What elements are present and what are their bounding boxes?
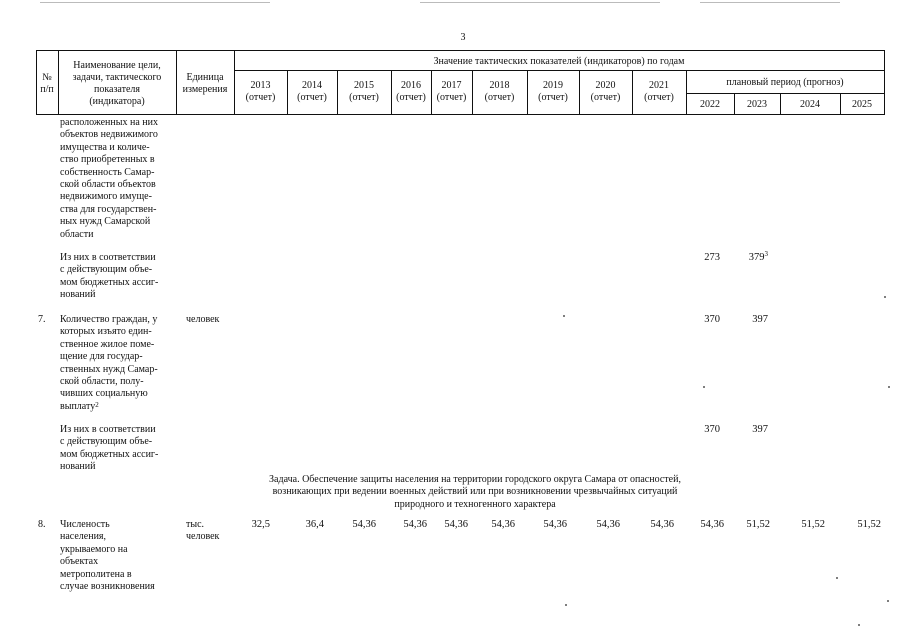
footnote-mark: 3 <box>764 250 768 258</box>
scan-artifact-line <box>700 2 840 3</box>
year-label: 2015 <box>354 80 374 91</box>
year-label: 2013 <box>250 80 271 91</box>
year-note: (отчет) <box>349 92 379 103</box>
value-2013: 32,5 <box>251 519 270 530</box>
header-group-title: Значение тактических показателей (индикаторов) по годам <box>433 56 685 67</box>
scan-speck <box>887 600 889 602</box>
page-number: 3 <box>460 32 466 43</box>
indicator-text <box>60 314 180 413</box>
scan-speck <box>703 386 705 388</box>
year-label: 2019 <box>543 80 563 91</box>
header-plan-year: 2024 <box>800 99 820 110</box>
sub-row-text: Из них в соответствии с действующим объе- мом бюджетных ассиг- нований <box>60 424 159 473</box>
header-col-name: Наименование цели, задачи, тактического показателя (индикатора) <box>72 60 162 107</box>
year-note: (отчет) <box>436 92 467 103</box>
header-col-unit: Единица измерения <box>182 72 228 95</box>
header-plan-divider <box>686 93 884 94</box>
value-2020: 54,36 <box>596 519 620 530</box>
header-bottom-border <box>36 114 884 115</box>
header-year <box>234 80 287 104</box>
year-label: 2017 <box>441 80 462 91</box>
year-label: 2018 <box>489 80 510 91</box>
header-year <box>632 80 686 104</box>
value-2025: 51,52 <box>857 519 881 530</box>
scan-artifact-line <box>40 2 270 3</box>
header-plan-year: 2022 <box>700 99 720 110</box>
header-top-border <box>36 50 884 51</box>
footnote-mark: 2 <box>95 400 99 409</box>
value-2021: 54,36 <box>650 519 674 530</box>
value-2023 <box>740 252 768 263</box>
value-2019: 54,36 <box>543 519 567 530</box>
value-2017: 54,36 <box>444 519 468 530</box>
sub-row-text: Из них в соответствии с действующим объе- мом бюджетных ассиг- нований <box>60 252 159 301</box>
value-2014: 36,4 <box>305 519 324 530</box>
value-2023: 51,52 <box>746 519 770 530</box>
value-2022: 273 <box>704 252 720 263</box>
header-plan-year: 2025 <box>852 99 872 110</box>
header-year <box>287 80 337 104</box>
continued-indicator-text: расположенных на них объектов недвижимого имущества и количе- ство приобретенных в собственность Самар- ской области объектов недвижимого имуще- ства для государствен- ных нужд Самарской области <box>60 117 158 240</box>
year-note: (отчет) <box>590 92 621 103</box>
scan-speck <box>858 624 860 626</box>
scan-artifact-line <box>420 2 660 3</box>
year-label: 2016 <box>401 80 421 91</box>
header-year <box>527 80 579 104</box>
scan-speck <box>884 296 886 298</box>
value-2024: 51,52 <box>801 519 825 530</box>
header-year <box>431 80 472 104</box>
value-2018: 54,36 <box>491 519 515 530</box>
value-2022: 370 <box>704 424 720 435</box>
year-note: (отчет) <box>644 92 674 103</box>
year-note: (отчет) <box>245 92 276 103</box>
value-2015: 54,36 <box>352 519 376 530</box>
year-note: (отчет) <box>396 92 426 103</box>
year-label: 2014 <box>302 80 322 91</box>
scan-speck <box>565 604 567 606</box>
year-note: (отчет) <box>297 92 327 103</box>
header-year <box>579 80 632 104</box>
header-plan-year: 2023 <box>747 99 767 110</box>
value-2022: 370 <box>704 314 720 325</box>
indicator-text: Численость населения, укрываемого на объектах метрополитена в случае возникновения <box>60 519 155 593</box>
indicator-text-body: Количество граждан, у которых изъято един- ственное жилое поме- щение для государ- ственных нужд Самар- ской области, полу- чивших социальную выплату <box>60 314 158 412</box>
header-col-number: № п/п <box>40 72 54 95</box>
year-note: (отчет) <box>538 92 568 103</box>
header-year <box>391 80 431 104</box>
value-2023: 397 <box>752 314 768 325</box>
header-border-right <box>884 50 885 115</box>
header-year <box>337 80 391 104</box>
task-heading: Задача. Обеспечение защиты населения на территории городского округа Самара от опасностей, возникающих при ведении военных действий или при возникновении чрезвычайных ситуаций природного и техногенного характера <box>269 474 681 510</box>
value-2016: 54,36 <box>403 519 427 530</box>
year-label: 2020 <box>595 80 616 91</box>
header-year <box>472 80 527 104</box>
unit-label: человек <box>186 314 220 325</box>
row-number: 8. <box>38 519 46 530</box>
scan-speck <box>836 577 838 579</box>
unit-label: тыс. человек <box>186 519 220 542</box>
value-2022: 54,36 <box>700 519 724 530</box>
year-label: 2021 <box>649 80 669 91</box>
value-2023-number: 379 <box>748 252 765 263</box>
scan-speck <box>563 315 565 317</box>
value-2023: 397 <box>752 424 768 435</box>
header-plan-title: плановый период (прогноз) <box>726 77 844 88</box>
scan-speck <box>888 386 890 388</box>
year-note: (отчет) <box>484 92 515 103</box>
row-number: 7. <box>38 314 46 325</box>
header-group-divider <box>234 70 884 71</box>
